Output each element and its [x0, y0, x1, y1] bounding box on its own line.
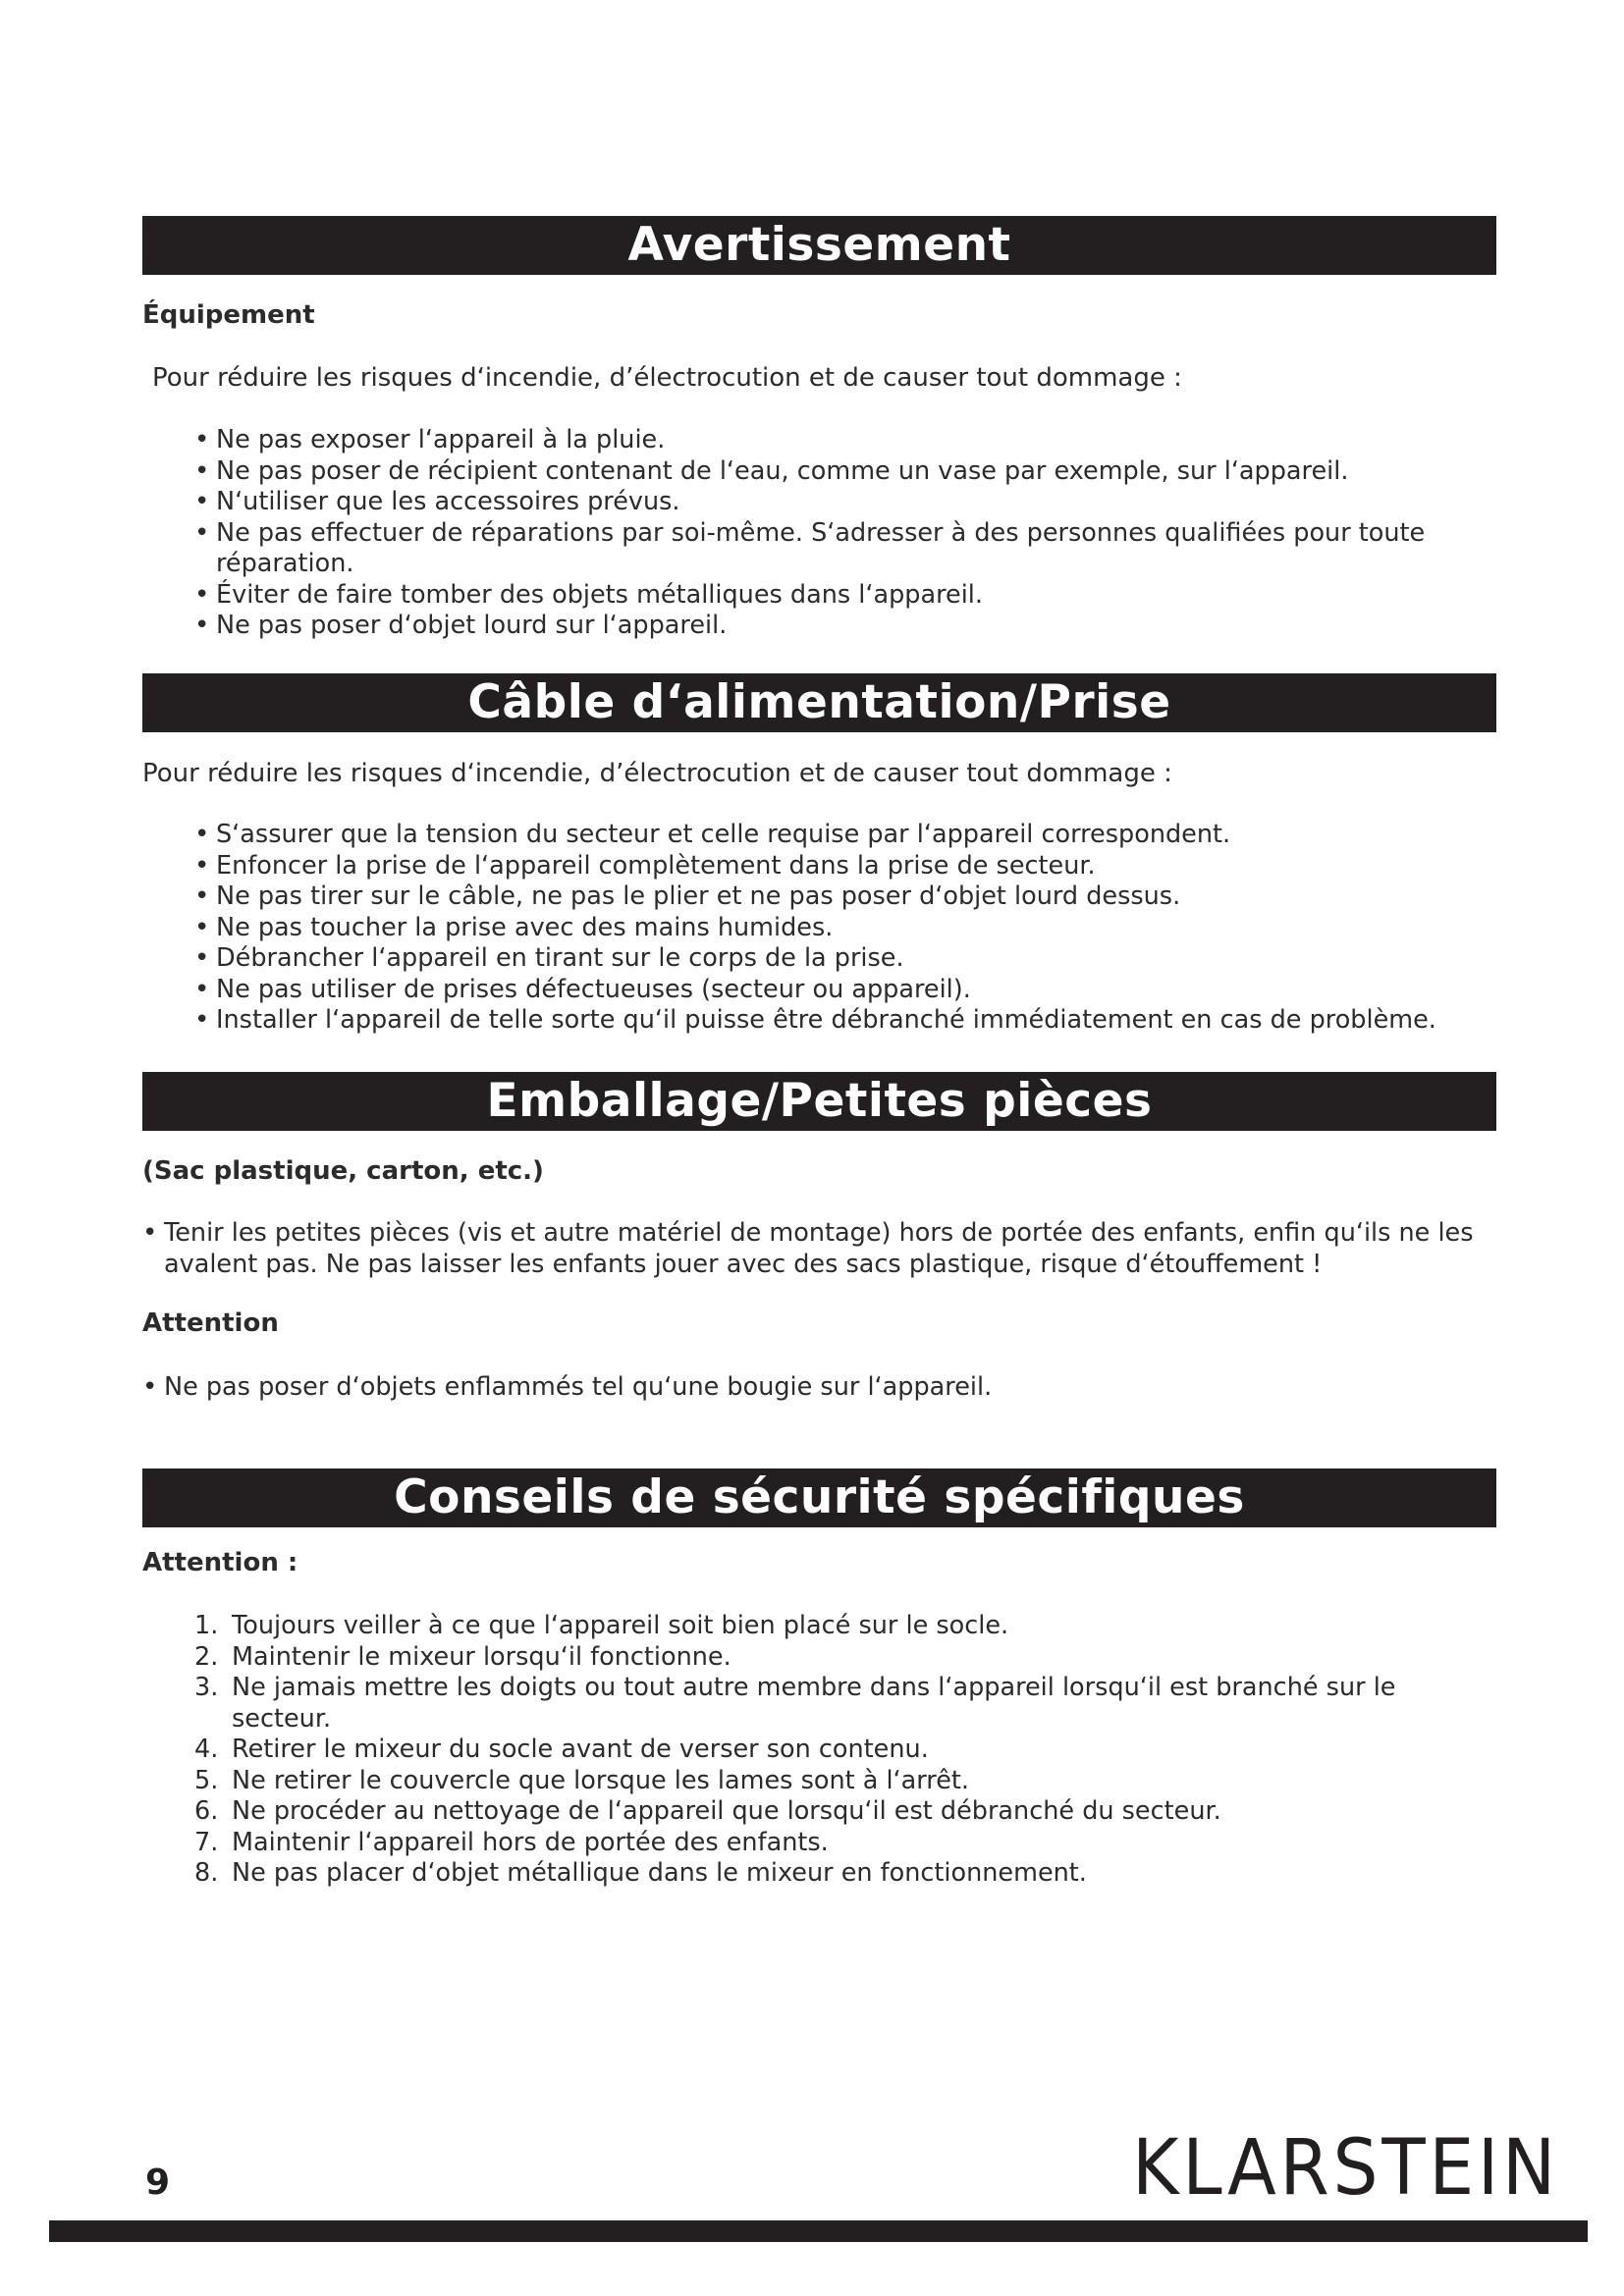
list-item-text: Retirer le mixeur du socle avant de verser son contenu.	[232, 1735, 929, 1764]
list-item	[194, 1766, 1490, 1797]
list-item-number: 1.	[194, 1611, 219, 1640]
list-item-number: 2.	[194, 1641, 219, 1672]
list-item: • Ne pas effectuer de réparations par soi-même. S‘adresser à des personnes qualifiées pour toute réparation.	[194, 518, 1483, 580]
attention-list	[142, 1372, 1502, 1404]
list-item-text: Ne retirer le couvercle que lorsque les lames sont à l‘arrêt.	[232, 1765, 970, 1795]
list-item: • Ne pas exposer l‘appareil à la pluie.	[194, 425, 1500, 456]
list-item-text: Ne procéder au nettoyage de l‘appareil que lorsqu‘il est débranché du secteur.	[232, 1796, 1221, 1826]
subheading-attention: Attention	[142, 1308, 279, 1338]
list-item	[194, 1611, 1490, 1642]
safety-tips-list	[194, 1611, 1490, 1890]
list-item: • Enfoncer la prise de l‘appareil complètement dans la prise de secteur.	[194, 851, 1510, 882]
list-item: • Ne pas tirer sur le câble, ne pas le plier et ne pas poser d‘objet lourd dessus.	[194, 881, 1510, 913]
list-item-text: Toujours veiller à ce que l‘appareil soit bien placé sur le socle.	[232, 1611, 1009, 1640]
list-item: • S‘assurer que la tension du secteur et celle requise par l‘appareil correspondent.	[194, 820, 1510, 851]
intro-text-power: Pour réduire les risques d‘incendie, d’électrocution et de causer tout dommage :	[142, 759, 1172, 788]
list-item-text: Maintenir le mixeur lorsqu‘il fonctionne.	[232, 1641, 731, 1672]
packaging-list	[142, 1218, 1502, 1280]
list-item	[194, 1642, 1490, 1674]
subheading-equipment: Équipement	[142, 300, 315, 330]
power-list	[194, 820, 1510, 1037]
section-header-packaging: Emballage/Petites pièces	[142, 1072, 1496, 1131]
list-item: • Ne pas poser de récipient contenant de l‘eau, comme un vase par exemple, sur l‘appareil.	[194, 456, 1500, 488]
list-item: • Ne pas toucher la prise avec des mains humides.	[194, 913, 1510, 944]
intro-text-warning: Pour réduire les risques d‘incendie, d’électrocution et de causer tout dommage :	[152, 363, 1182, 393]
list-item-number: 5.	[194, 1765, 219, 1795]
list-item: • Ne pas poser d‘objets enflammés tel qu‘une bougie sur l‘appareil.	[142, 1372, 1502, 1404]
list-item: • Installer l‘appareil de telle sorte qu‘il puisse être débranché immédiatement en cas de problème.	[194, 1005, 1510, 1037]
section-header-warning: Avertissement	[142, 216, 1496, 275]
list-item: • Tenir les petites pièces (vis et autre matériel de montage) hors de portée des enfants, enfin qu‘ils ne les avalent pas. Ne pas laisser les enfants jouer avec des sacs plastique, risque d‘étouffement !	[142, 1218, 1502, 1280]
list-item-number: 8.	[194, 1858, 219, 1888]
list-item: • Ne pas utiliser de prises défectueuses (secteur ou appareil).	[194, 975, 1510, 1006]
subheading-attention-specific: Attention :	[142, 1548, 298, 1577]
subheading-packaging: (Sac plastique, carton, etc.)	[142, 1156, 544, 1186]
list-item	[194, 1828, 1490, 1859]
list-item	[194, 1673, 1469, 1735]
brand-logo: KLARSTEIN	[1132, 2124, 1560, 2213]
warning-list	[194, 425, 1500, 642]
list-item-number: 6.	[194, 1796, 219, 1826]
list-item: • Éviter de faire tomber des objets métalliques dans l‘appareil.	[194, 580, 1500, 612]
list-item: • Ne pas poser d‘objet lourd sur l‘appareil.	[194, 611, 1500, 642]
list-item-number: 3.	[194, 1673, 219, 1702]
list-item	[194, 1858, 1490, 1890]
list-item-text: Maintenir l‘appareil hors de portée des enfants.	[232, 1827, 829, 1857]
page-number: 9	[145, 2163, 171, 2203]
list-item: • Débrancher l‘appareil en tirant sur le corps de la prise.	[194, 943, 1510, 975]
list-item-number: 7.	[194, 1827, 219, 1857]
list-item	[194, 1796, 1490, 1828]
section-header-safety-tips: Conseils de sécurité spécifiques	[142, 1468, 1496, 1527]
footer-rule	[49, 2220, 1588, 2242]
list-item	[194, 1735, 1490, 1766]
section-header-power-cable: Câble d‘alimentation/Prise	[142, 673, 1496, 732]
list-item-text: Ne jamais mettre les doigts ou tout autre membre dans l‘appareil lorsqu‘il est branché sur le secteur.	[232, 1673, 1396, 1734]
list-item-number: 4.	[194, 1735, 219, 1764]
list-item-text: Ne pas placer d‘objet métallique dans le mixeur en fonctionnement.	[232, 1858, 1087, 1888]
list-item: • N‘utiliser que les accessoires prévus.	[194, 487, 1500, 518]
